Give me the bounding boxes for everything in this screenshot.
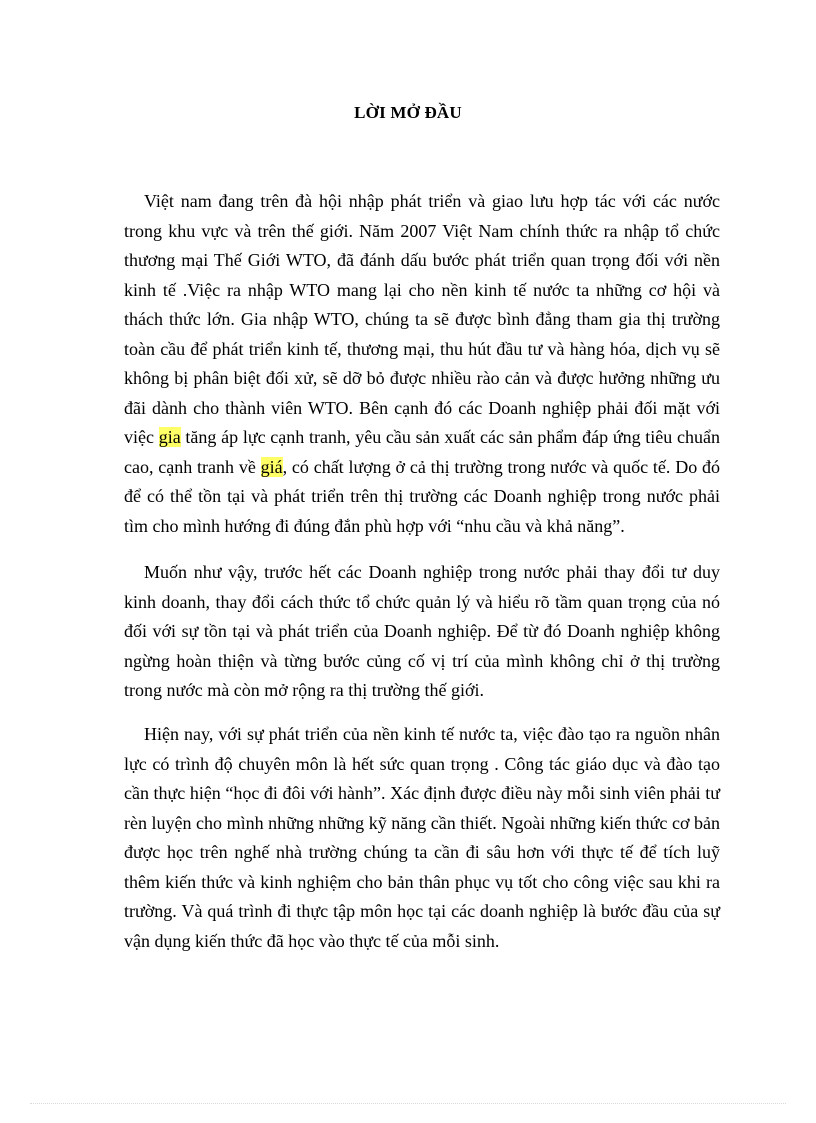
paragraph-3 — [124, 720, 720, 956]
paragraph-1-text-b: tăng áp lực cạnh tranh, yêu cầu sản xuất các sản phẩm đáp ứng tiêu chuẩn cao, cạnh tranh về — [124, 427, 720, 477]
page-bottom-divider — [30, 1103, 786, 1104]
highlighted-word-gia-price: giá — [260, 456, 283, 477]
paragraph-2 — [124, 558, 720, 706]
paragraph-1-text-a: Việt nam đang trên đà hội nhập phát triển và giao lưu hợp tác với các nước trong khu vực và trên thế giới. Năm 2007 Việt Nam chính thức ra nhập tổ chức thương mại Thế Giới WTO, đã đánh dấu bước phát triển quan trọng đối với nền kinh tế .Việc ra nhập WTO mang lại cho nền kinh tế nước ta những cơ hội và thách thức lớn. Gia nhập WTO, chúng ta sẽ được bình đẳng tham gia thị trường toàn cầu để phát triển kinh tế, thương mại, thu hút đầu tư và hàng hóa, dịch vụ sẽ không bị phân biệt đối xử, sẽ dỡ bỏ được nhiều rào cản và được hưởng những ưu đãi dành cho thành viên WTO. Bên cạnh đó các Doanh nghiệp phải đối mặt với việc — [124, 191, 720, 447]
highlighted-word-gia: gia — [158, 427, 181, 447]
paragraph-1 — [124, 187, 720, 541]
paragraph-2-text: Muốn như vậy, trước hết các Doanh nghiệp trong nước phải thay đổi tư duy kinh doanh, thay đổi cách thức tổ chức quản lý và hiểu rõ tầm quan trọng của nó đối với sự tồn tại và phát triển của Doanh nghiệp. Để từ đó Doanh nghiệp không ngừng hoàn thiện và từng bước củng cố vị trí của mình không chỉ ở thị trường trong nước mà còn mở rộng ra thị trường thế giới. — [124, 562, 720, 700]
paragraph-1-text-c: , có chất lượng ở cả thị trường trong nước và quốc tế. Do đó để có thể tồn tại và phát triển trên thị trường các Doanh nghiệp trong nước phải tìm cho mình hướng đi đúng đắn phù hợp với “nhu cầu và khả năng”. — [124, 456, 720, 536]
paragraph-3-text: Hiện nay, với sự phát triển của nền kinh tế nước ta, việc đào tạo ra nguồn nhân lực có trình độ chuyên môn là hết sức quan trọng . Công tác giáo dục và đào tạo cần thực hiện “học đi đôi với hành”. Xác định được điều này mỗi sinh viên phải tư rèn luyện cho mình những những kỹ năng cần thiết. Ngoài những kiến thức cơ bản được học trên nghế nhà trường chúng ta cần đi sâu hơn với thực tế để tích luỹ thêm kiến thức và kinh nghiệm cho bản thân phục vụ tốt cho công việc sau khi ra trường. Và quá trình đi thực tập môn học tại các doanh nghiệp là bước đầu của sự vận dụng kiến thức đã học vào thực tế của mỗi sinh. — [124, 724, 720, 951]
page-title: LỜI MỞ ĐẦU — [354, 103, 462, 122]
